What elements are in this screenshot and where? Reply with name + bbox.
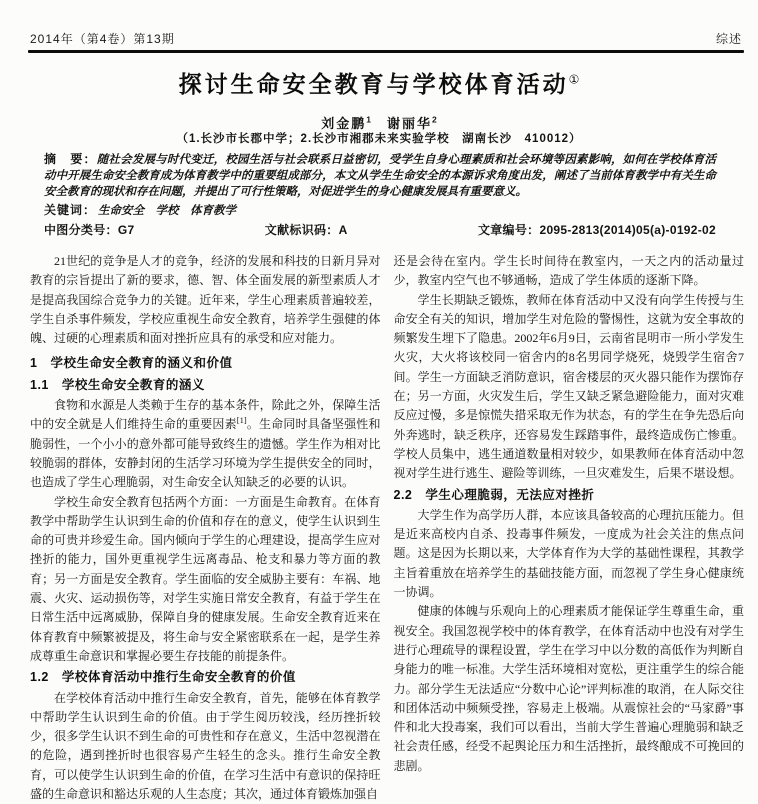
front-matter	[44, 152, 716, 238]
paragraph	[30, 396, 381, 492]
paragraph: 健康的体魄与乐观向上的心理素质才能保证学生尊重生命，重视安全。我国忽视学校中的体育教学，在体育活动中也没有对学生进行心理疏导的课程设置，学生在学习中以分数的高低作为判断自身能力的唯一标准。大学生活环境相对宽松，更注重学生的综合能力。部分学生无法适应“分数中心论”评判标准的取消，在人际交往和团体活动中频频受挫，容易走上极端。从震惊社会的“马家爵”事件和北大投毒案，我们可以看出，当前大学生普遍心理脆弱和缺乏社会责任感，经受不起舆论压力和生活挫折，最终酿成不可挽回的悲剧。	[393, 604, 744, 773]
keywords-label: 关键词：	[44, 203, 97, 218]
author-2: 谢丽华	[387, 116, 433, 131]
paragraph: 大学生作为高学历人群，本应该具备较高的心理抗压能力。但是近来高校内自杀、投毒事件频发，一度成为社会关注的焦点问题。这是因为长期以来，大学体育作为大学的基础性课程，其教学主旨着重放在培养学生的基础技能方面，而忽视了学生身心健康统一协调。	[393, 507, 744, 600]
clc-value: G7	[117, 223, 135, 238]
keywords-line	[44, 201, 716, 218]
article-body	[30, 252, 744, 804]
keywords-text: 生命安全 学校 体育教学	[98, 205, 237, 218]
article-no-value: 2095-2813(2014)05(a)-0192-02	[539, 223, 716, 238]
paragraph: 学生长期缺乏锻炼，教师在体育活动中又没有向学生传授与生命安全有关的知识，增加学生对危险的警惕性，这就为安全事故的频繁发生埋下了隐患。2002年6月9日，云南省昆明市一所小学发生火灾，大火将该校同一宿舍内的8名男同学烧死，烧毁学生宿舍7间。学生一方面缺乏消防意识，宿舍楼层的灭火器只能作为摆饰存在；另一方面，火灾发生后，学生又缺乏紧急避险能力，面对灾难反应过慢，多是惊慌失措采取无作为状态，有的学生在争先恐后向外奔逃时，缺乏秩序，还容易发生踩踏事件，最终造成伤亡惨重。学校人员集中，逃生通道数量相对较少，如果教师在体育活动中忽视对学生进行逃生、避险等训练，一旦灾难发生，后果不堪设想。	[393, 292, 744, 481]
clc-item	[44, 221, 134, 238]
doc-code-item	[265, 221, 348, 238]
article-no-item	[478, 221, 716, 238]
running-head	[30, 30, 742, 47]
section-heading-1: 1 学校生命安全教育的涵义和价值	[30, 356, 233, 371]
doc-code-value: A	[338, 223, 348, 238]
section-heading-2-2: 2.2 学生心理脆弱，无法应对挫折	[393, 487, 595, 502]
article-title	[0, 66, 758, 99]
citation-ref-1: [1]	[236, 415, 247, 426]
abstract-text: 随社会发展与时代变迁，校园生活与社会联系日益密切，受学生自身心理素质和社会环境等因素影响，如何在学校体育活动中开展生命安全教育成为体育教学中的重要组成部分，本文从学生生命安全的本源诉求角度出发，阐述了当前体育教学中有关生命安全教育的现状和存在问题，并提出了可行性策略，对促进学生的身心健康发展具有重要意义。	[44, 154, 716, 198]
paragraph-text: 食物和水源是人类赖于生存的基本条件，除此之外，保障生活中的安全就是人们维持生命的重要因素	[30, 398, 381, 432]
section-heading-1-2: 1.2 学校体育活动中推行生命安全教育的价值	[30, 670, 296, 685]
affiliation-line: （1.长沙市长郡中学；2.长沙市湘郡未来实验学校 湖南长沙 410012）	[176, 133, 582, 145]
author-2-sup: 2	[432, 114, 437, 125]
paragraph: 在学校体育活动中推行生命安全教育，首先，能够在体育教学中帮助学生认识到生命的价值。由于学生阅历较浅，经历挫折较少，很多学生认识不到生命的可贵性和存在意义，生活中忽视潜在的危险，遇到挫折时也很容易产生轻生的念头。推行生命安全教育，可以使学生认识到生命的价值，在学习生活中有意识的保持旺盛的生命意识和豁达乐观的人生态度；其次，通过体育锻炼加强自	[30, 690, 381, 802]
header-rule	[28, 50, 744, 53]
doc-code-label: 文献标识码：	[264, 223, 339, 238]
right-column	[394, 252, 745, 804]
section-tag: 综述	[715, 32, 742, 46]
author-1: 刘金鹏	[321, 116, 367, 131]
section-heading-1-1: 1.1 学校生命安全教育的涵义	[30, 377, 205, 392]
paragraph: 21世纪的竞争是人才的竞争，经济的发展和科技的日新月异对教育的宗旨提出了新的要求，德、智、体全面发展的新型素质人才是提高我国综合竞争力的关键。近年来，学生心理素质普遍较差，学生自杀事件频发，学校应重视生命安全教育，培养学生强健的体魄、过硬的心理素质和面对挫折应具有的承受和应对能力。	[30, 254, 381, 346]
abstract-label: 摘 要：	[44, 152, 97, 166]
paragraph: 学校生命安全教育包括两个方面：一方面是生命教育。在体育教学中帮助学生认识到生命的价值和存在的意义，使学生认识到生命的可贵并珍爱生命。国内倾向于学生的心理建设，提高学生应对挫折的能力，国外更重视学生远离毒品、枪支和暴力等方面的教育；另一方面是安全教育。学生面临的安全威胁主要有：车祸、地震、火灾、运动损伤等，对学生实施日常安全教育，有益于学生在日常生活中远离威胁，保障自身的健康发展。生命安全教育近来在体育教育中频繁被提及，将生命与安全紧密联系在一起，是学生养成尊重生命意识和掌握必要生存技能的前提条件。	[30, 494, 381, 663]
paragraph-text: 。生命同时具备坚强性和脆弱性，一个小小的意外都可能导致终生的遗憾。学生作为相对比较脆弱的群体，安静封闭的生活学习环境为学生提供安全的同时，也造成了学生心理脆弱，对生命安全认知缺乏的必要的认识。	[30, 417, 381, 490]
abstract	[44, 152, 716, 200]
journal-issue: 2014年（第4卷）第13期	[30, 32, 175, 46]
classification-line	[44, 221, 716, 238]
article-title-text: 探讨生命安全教育与学校体育活动	[178, 71, 569, 97]
article-no-label: 文章编号：	[477, 223, 540, 238]
author-1-sup: 1	[366, 114, 371, 125]
clc-label: 中图分类号：	[44, 223, 118, 238]
title-footnote-mark: ①	[568, 72, 580, 87]
left-column	[30, 252, 381, 804]
paragraph-continuation: 还是会待在室内。学生长时间待在教室内，一天之内的活动量过少，教室内空气也不够通畅，造成了学生体质的逐渐下降。	[393, 254, 744, 288]
